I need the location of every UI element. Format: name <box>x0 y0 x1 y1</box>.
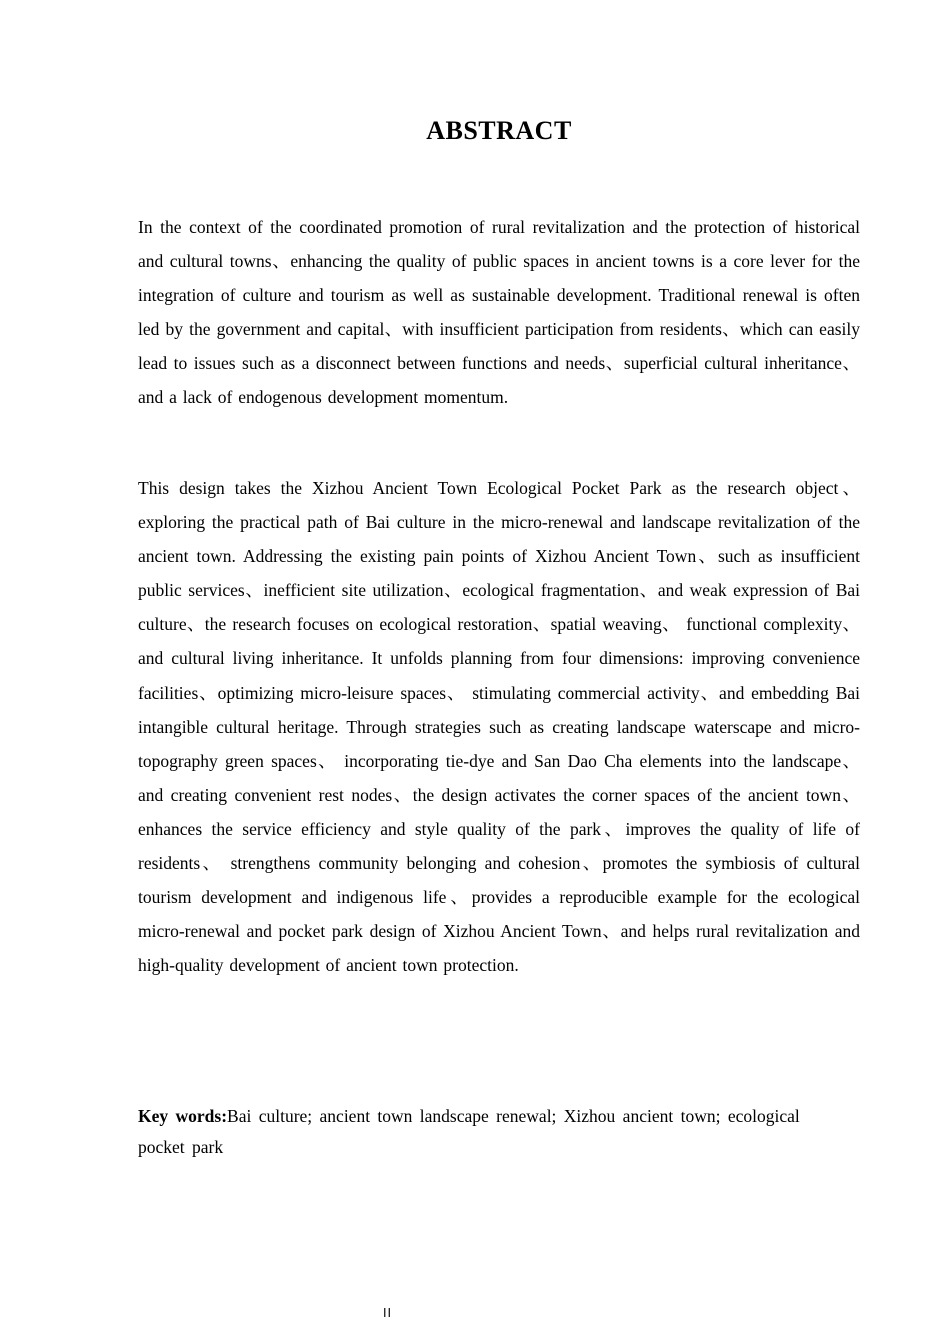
keywords-label: Key words: <box>138 1106 228 1126</box>
keywords-line <box>138 1101 818 1163</box>
abstract-paragraph-2: This design takes the Xizhou Ancient Town Ecological Pocket Park as the research object、 exploring the practical path of Bai culture in the micro-renewal and landscape revitalization of the ancient town. Addressing the existing pain points of Xizhou Ancient Town、such as insufficient public services、inefficient site utilization、ecological fragmentation、and weak expression of Bai culture、the research focuses on ecological restoration、spatial weaving、 functional complexity、and cultural living inheritance. It unfolds planning from four dimensions: improving convenience facilities、optimizing micro-leisure spaces、 stimulating commercial activity、and embedding Bai intangible cultural heritage. Through strategies such as creating landscape waterscape and micro-topography green spaces、 incorporating tie-dye and San Dao Cha elements into the landscape、and creating convenient rest nodes、the design activates the corner spaces of the ancient town、enhances the service efficiency and style quality of the park、improves the quality of life of residents、 strengthens community belonging and cohesion、promotes the symbiosis of cultural tourism development and indigenous life、provides a reproducible example for the ecological micro-renewal and pocket park design of Xizhou Ancient Town、and helps rural revitalization and high-quality development of ancient town protection. <box>138 478 860 976</box>
keywords-text: Bai culture; ancient town landscape renewal; Xizhou ancient town; ecological pocket park <box>138 1106 800 1157</box>
abstract-title: ABSTRACT <box>426 116 572 145</box>
abstract-paragraph-1: In the context of the coordinated promotion of rural revitalization and the protection of historical and cultural towns、enhancing the quality of public spaces in ancient towns is a core lever for the integration of culture and tourism as well as sustainable development. Traditional renewal is often led by the government and capital、with insufficient participation from residents、which can easily lead to issues such as a disconnect between functions and needs、superficial cultural inheritance、and a lack of endogenous development momentum. <box>138 217 860 408</box>
page-number: II <box>383 1306 393 1320</box>
